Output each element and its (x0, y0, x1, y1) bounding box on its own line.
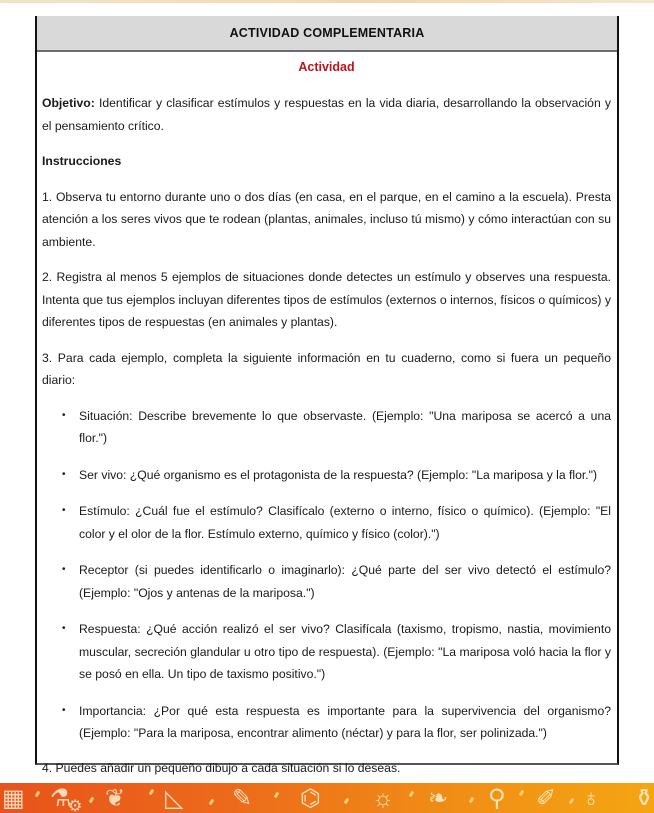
bullet-icon: • (62, 564, 66, 575)
lightbulb-gear-icon: ☼ (372, 785, 394, 812)
confetti-dot (469, 797, 475, 804)
bullet-icon: • (62, 623, 66, 634)
objective-paragraph (42, 92, 611, 137)
columns-icon: ⚱ (634, 785, 654, 812)
palette-icon: ✎ (232, 785, 253, 812)
confetti-dot (209, 799, 215, 806)
top-decorative-strip (0, 0, 654, 3)
bullet-icon: • (62, 505, 66, 516)
list-item-situacion: • Situación: Describe brevemente lo que observaste. (Ejemplo: "Una mariposa se acercó a una flor.") (42, 405, 611, 450)
objective-text: Identificar y clasificar estímulos y respuestas en la vida diaria, desarrollando la observación y el pensamiento crítico. (42, 96, 611, 133)
header-title: ACTIVIDAD COMPLEMENTARIA (229, 26, 425, 40)
confetti-dot (344, 798, 350, 805)
confetti-dot (569, 798, 575, 805)
bullet-icon: • (62, 704, 66, 716)
calculator-icon: ▦ (2, 785, 25, 812)
activity-table (35, 16, 619, 775)
list-item-ser-vivo: • Ser vivo: ¿Qué organismo es el protagonista de la respuesta? (Ejemplo: "La mariposa y la flor.") (42, 464, 611, 487)
flask-icon: ⚗ (50, 785, 72, 812)
planet-icon: ♁ (582, 785, 600, 812)
microscope-icon: ⚲ (488, 785, 506, 812)
table-content (37, 56, 617, 779)
confetti-dot (409, 791, 415, 798)
step-3: 3. Para cada ejemplo, completa la siguiente información en tu cuaderno, como si fuera un pequeño diario: (42, 350, 611, 387)
confetti-dot (519, 790, 525, 797)
bullet-icon: • (62, 409, 66, 421)
ruler-triangle-icon: ◺ (165, 785, 184, 812)
molecule-icon: ⌬ (300, 785, 321, 812)
confetti-dot (149, 789, 155, 796)
gear-icon: ⚙ (68, 798, 83, 813)
step-2: 2. Registra al menos 5 ejemplos de situaciones donde detectes un estímulo y observes una respuesta. Intenta que tus ejemplos incluyan diferentes tipos de estímulos (externos o internos, físicos o químicos) y diferentes tipos de respuestas (en animales y plantas). (42, 270, 611, 329)
list-item-importancia: • Importancia: ¿Por qué esta respuesta es importante para la supervivencia del organismo? (Ejemplo: "Para la mariposa, encontrar alimento (néctar) y para la flor, ser polinizada.") (42, 700, 611, 745)
confetti-dot (274, 792, 280, 799)
list-item-receptor: • Receptor (si puedes identificarlo o imaginarlo): ¿Qué parte del ser vivo detectó el estímulo? (Ejemplo: "Ojos y antenas de la mariposa.") (42, 559, 611, 604)
list-item-estimulo: • Estímulo: ¿Cuál fue el estímulo? Clasifícalo (externo o interno, físico o químico). (Ejemplo: "El color y el olor de la flor. Estímulo externo, químico y físico (color).") (42, 500, 611, 545)
confetti-dot (35, 791, 41, 798)
instructions-heading: Instrucciones (42, 154, 122, 168)
table-header (37, 16, 617, 52)
objective-label: Objetivo: (42, 96, 95, 110)
step-3-details-list (42, 405, 611, 745)
step-4: 4. Puedes añadir un pequeño dibujo a cada situación si lo deseas. (42, 760, 401, 775)
decorative-footer-banner (0, 783, 654, 813)
step-1: 1. Observa tu entorno durante uno o dos días (en casa, en el parque, en el camino a la escuela). Presta atención a los seres vivos que te rodean (plantas, animales, incluso tú mismo) y cómo interactúan con su ambiente. (42, 189, 611, 249)
activity-subtitle: Actividad (298, 60, 355, 74)
bullet-icon: • (62, 468, 66, 480)
sprout-icon: ❧ (428, 785, 449, 812)
palette-brush-icon: ✐ (536, 785, 557, 812)
list-item-respuesta: • Respuesta: ¿Qué acción realizó el ser vivo? Clasifícala (taxismo, tropismo, nastia, movimiento muscular, secreción glandular u otro tipo de respuesta). (Ejemplo: "La mariposa voló hacia la flor y se posó en ella. Un tipo de taxismo positivo.") (42, 618, 611, 686)
confetti-dot (89, 797, 95, 804)
brain-icon: ❦ (105, 785, 126, 812)
